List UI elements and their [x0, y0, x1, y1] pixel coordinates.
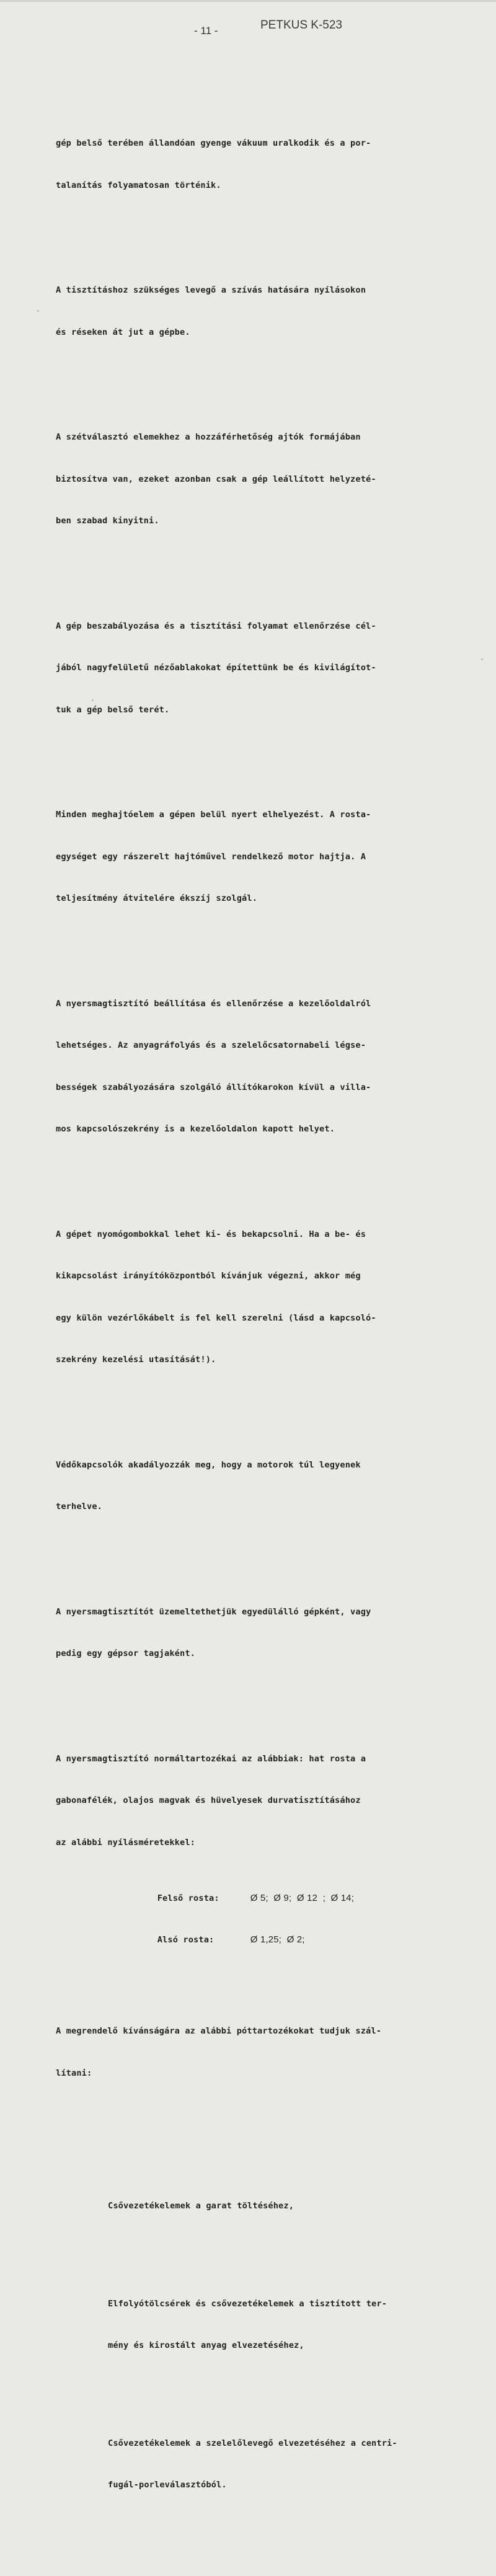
text-line: Elfolyótölcsérek és csővezetékelemek a tisztított ter-	[108, 2298, 388, 2309]
text-line: szekrény kezelési utasítását!).	[56, 1355, 216, 1365]
paragraph	[56, 1996, 477, 2108]
text-line: A szétválasztó elemekhez a hozzáférhetőség ajtók formájában	[56, 432, 361, 442]
page-number: - 11 -	[194, 25, 218, 37]
paragraph	[56, 969, 477, 1164]
paragraph	[56, 402, 477, 556]
page-header	[0, 17, 496, 36]
text-line: A gépet nyomógombokkal lehet ki- és bekapcsolni. Ha a be- és	[56, 1229, 366, 1239]
body-text	[56, 81, 477, 2576]
paper-speck	[92, 699, 94, 701]
text-line: pedig egy gépsor tagjaként.	[56, 1649, 196, 1658]
text-line: Csővezetékelemek a szelelőlevegő elvezetéséhez a centri-	[108, 2438, 397, 2448]
text-line: az alábbi nyílásméretekkel:	[56, 1837, 196, 1848]
paragraph	[56, 1577, 477, 1689]
paper-speck	[481, 658, 483, 660]
text-line: A megrendelő kívánságára az alábbi póttartozékokat tudjuk szál-	[56, 2026, 382, 2036]
text-line: biztosítva van, ezeket azonban csak a gép leállított helyzeté-	[56, 474, 376, 484]
text-line: gabonafélék, olajos magvak és hüvelyesek durvatisztításához	[56, 1795, 361, 1805]
paragraph	[56, 1724, 477, 1962]
paragraph	[56, 591, 477, 745]
text-line: mény és kirostált anyag elvezetéséhez,	[108, 2340, 304, 2350]
text-line: terhelve.	[56, 1502, 103, 1512]
text-line: teljesítmény átvitelére ékszíj szolgál.	[56, 893, 258, 903]
list-item	[56, 2269, 477, 2381]
paragraph	[56, 1430, 477, 1542]
sieve-label: Felső rosta:	[157, 1893, 219, 1903]
text-line: Védőkapcsolók akadályozzák meg, hogy a motorok túl legyenek	[56, 1459, 361, 1470]
paragraph	[56, 1200, 477, 1395]
sieve-label: Alsó rosta:	[157, 1935, 215, 1945]
paragraph	[56, 780, 477, 934]
accessories-list	[56, 2143, 477, 2548]
text-line: Csővezetékelemek a garat töltéséhez,	[108, 2201, 294, 2211]
paper-speck	[37, 310, 39, 312]
text-line: gép belső terében állandóan gyenge vákuum uralkodik és a por-	[56, 138, 371, 148]
sieve-sizes: Ø 1,25; Ø 2;	[250, 1934, 305, 1945]
text-line: egy külön vezérlőkábelt is fel kell szerelni (lásd a kapcsoló-	[56, 1312, 376, 1323]
text-line: kikapcsolást irányítóközpontból kívánjuk végezni, akkor még	[56, 1271, 361, 1281]
text-line: A nyersmagtisztító normáltartozékai az alábbiak: hat rosta a	[56, 1753, 366, 1764]
text-line: bességek szabályozására szolgáló állítókarokon kívül a villa-	[56, 1082, 371, 1092]
sieve-row-lower	[56, 1919, 477, 1945]
sieve-row-upper	[56, 1877, 477, 1903]
sieve-sizes: Ø 5; Ø 9; Ø 12 ; Ø 14;	[250, 1892, 354, 1903]
page-top-edge	[0, 0, 496, 2]
text-line: Minden meghajtóelem a gépen belül nyert elhelyezést. A rosta-	[56, 810, 371, 820]
text-line: talanítás folyamatosan történik.	[56, 180, 221, 190]
document-title: PETKUS K-523	[260, 19, 342, 32]
text-line: jából nagyfelületű nézőablakokat építettünk be és kivilágítot-	[56, 663, 376, 673]
text-line: A gép beszabályozása és a tisztítási folyamat ellenőrzése cél-	[56, 621, 376, 631]
list-item	[56, 2409, 477, 2520]
text-line: egységet egy rászerelt hajtóművel rendelkező motor hajtja. A	[56, 851, 366, 862]
list-item	[56, 2171, 477, 2241]
text-line: ben szabad kinyitni.	[56, 516, 159, 526]
text-line: A tisztításhoz szükséges levegő a szívás hatására nyílásokon	[56, 285, 366, 295]
paragraph	[56, 108, 477, 220]
text-line: és réseken át jut a gépbe.	[56, 327, 190, 337]
paragraph	[56, 255, 477, 367]
text-line: fugál-porleválasztóból.	[108, 2480, 227, 2490]
text-line: lehetséges. Az anyagráfolyás és a szelelőcsatornabeli légse-	[56, 1040, 366, 1050]
text-line: A nyersmagtisztító beállítása és ellenőrzése a kezelőoldalról	[56, 998, 371, 1009]
text-line: lítani:	[56, 2068, 92, 2078]
text-line: tuk a gép belső terét.	[56, 704, 170, 715]
text-line: A nyersmagtisztítót üzemeltethetjük egyedülálló gépként, vagy	[56, 1606, 371, 1617]
text-line: mos kapcsolószekrény is a kezelőoldalon kapott helyet.	[56, 1124, 335, 1134]
